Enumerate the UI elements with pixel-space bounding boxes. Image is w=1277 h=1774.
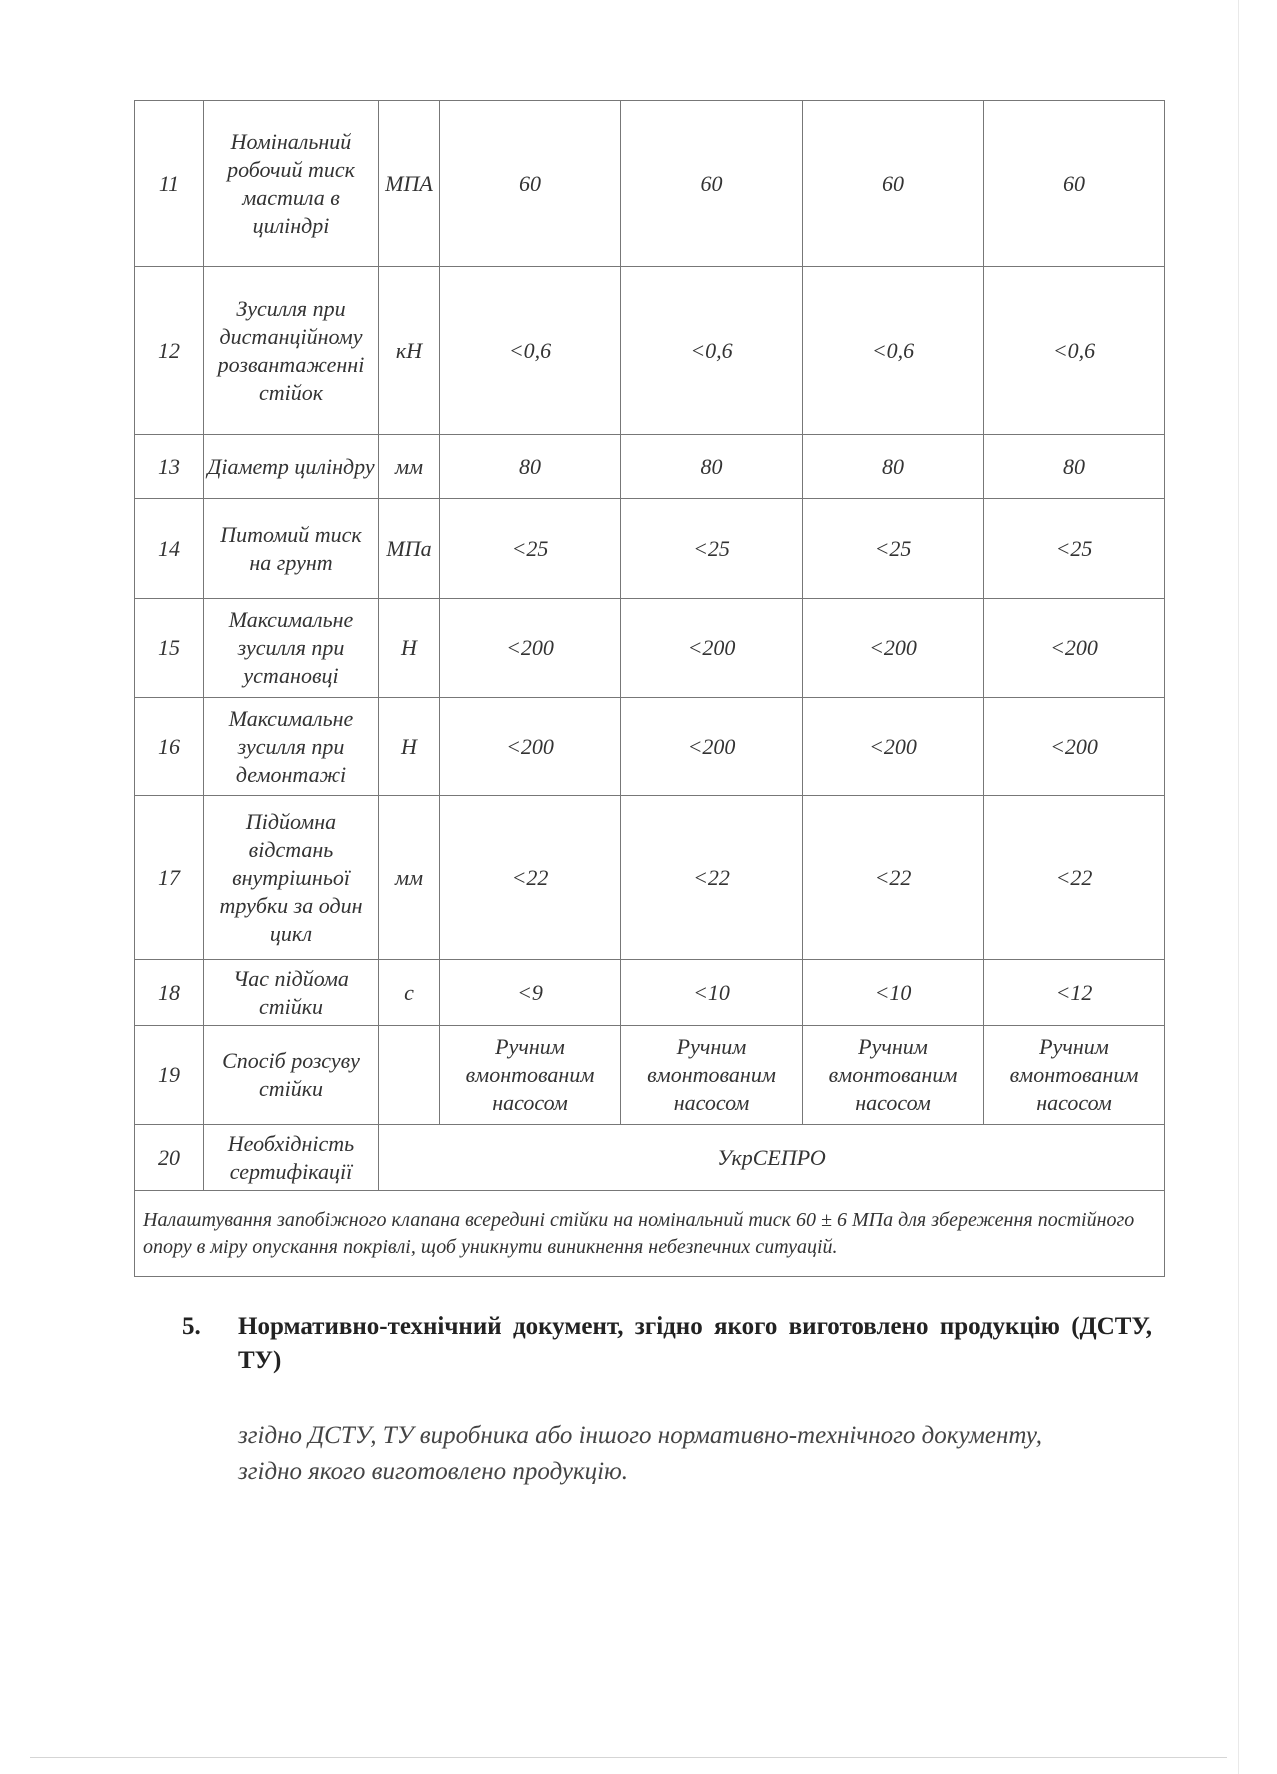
parameter-name: Діаметр циліндру <box>204 435 379 499</box>
value-cell: <0,6 <box>621 267 803 435</box>
row-number: 15 <box>135 599 204 698</box>
unit-cell: МПА <box>379 101 440 267</box>
unit-cell: с <box>379 960 440 1026</box>
unit-cell: мм <box>379 435 440 499</box>
value-cell: <22 <box>984 796 1165 960</box>
table-note-row <box>135 1191 1165 1277</box>
value-cell: <25 <box>440 499 621 599</box>
section-number: 5. <box>182 1313 201 1340</box>
row-number: 18 <box>135 960 204 1026</box>
value-cell: <22 <box>621 796 803 960</box>
section-title: Нормативно-технічний документ, згідно якого виготовлено продукцію (ДСТУ, ТУ) <box>238 1313 1152 1374</box>
value-cell: <200 <box>621 599 803 698</box>
parameter-name: Питомий тиск на грунт <box>204 499 379 599</box>
scan-page-edge <box>1238 0 1239 1774</box>
section-5 <box>182 1310 1152 1490</box>
table-row-12 <box>135 267 1165 435</box>
value-cell: <200 <box>440 698 621 796</box>
value-cell: 80 <box>984 435 1165 499</box>
unit-cell: Н <box>379 599 440 698</box>
value-cell: 60 <box>621 101 803 267</box>
value-cell: <200 <box>803 599 984 698</box>
table-row-11 <box>135 101 1165 267</box>
value-cell: <0,6 <box>984 267 1165 435</box>
table-row-17 <box>135 796 1165 960</box>
table-row-20 <box>135 1125 1165 1191</box>
unit-cell: кН <box>379 267 440 435</box>
value-cell: Ручним вмонтованим насосом <box>440 1026 621 1125</box>
specification-table <box>134 100 1165 1277</box>
table-row-18 <box>135 960 1165 1026</box>
table-row-16 <box>135 698 1165 796</box>
value-cell: <22 <box>440 796 621 960</box>
unit-cell <box>379 1026 440 1125</box>
parameter-name: Підйомна відстань внутрішньої трубки за один цикл <box>204 796 379 960</box>
value-cell: 60 <box>984 101 1165 267</box>
value-cell: 60 <box>803 101 984 267</box>
value-cell: <22 <box>803 796 984 960</box>
value-cell: <9 <box>440 960 621 1026</box>
section-heading <box>182 1310 1152 1378</box>
value-cell: <200 <box>440 599 621 698</box>
row-number: 19 <box>135 1026 204 1125</box>
parameter-name: Максимальне зусилля при установці <box>204 599 379 698</box>
value-cell: <25 <box>621 499 803 599</box>
value-cell: <200 <box>803 698 984 796</box>
parameter-name: Максимальне зусилля при демонтажі <box>204 698 379 796</box>
value-cell: Ручним вмонтованим насосом <box>803 1026 984 1125</box>
table-row-19 <box>135 1026 1165 1125</box>
value-cell: 80 <box>621 435 803 499</box>
value-cell: <25 <box>984 499 1165 599</box>
value-cell: Ручним вмонтованим насосом <box>984 1026 1165 1125</box>
unit-cell: Н <box>379 698 440 796</box>
parameter-name: Необхідність сертифікації <box>204 1125 379 1191</box>
unit-cell: МПа <box>379 499 440 599</box>
parameter-name: Зусилля при дистанційному розвантаженні стійок <box>204 267 379 435</box>
parameter-name: Спосіб розсуву стійки <box>204 1026 379 1125</box>
row-number: 13 <box>135 435 204 499</box>
row-number: 14 <box>135 499 204 599</box>
row-number: 17 <box>135 796 204 960</box>
section-body: згідно ДСТУ, ТУ виробника або іншого нормативно-технічного документу, згідно якого виготовлено продукцію. <box>238 1422 1042 1485</box>
row-number: 11 <box>135 101 204 267</box>
table-row-14 <box>135 499 1165 599</box>
table-row-13 <box>135 435 1165 499</box>
value-cell: <200 <box>984 599 1165 698</box>
value-cell: 80 <box>440 435 621 499</box>
value-cell: <200 <box>621 698 803 796</box>
value-cell: Ручним вмонтованим насосом <box>621 1026 803 1125</box>
unit-cell: мм <box>379 796 440 960</box>
certification-value: УкрСЕПРО <box>379 1125 1165 1191</box>
value-cell: <200 <box>984 698 1165 796</box>
row-number: 20 <box>135 1125 204 1191</box>
value-cell: <10 <box>621 960 803 1026</box>
value-cell: <0,6 <box>440 267 621 435</box>
value-cell: 80 <box>803 435 984 499</box>
parameter-name: Час підйома стійки <box>204 960 379 1026</box>
table-note: Налаштування запобіжного клапана всередині стійки на номінальний тиск 60 ± 6 МПа для збереження постійного опору в міру опускання покрівлі, щоб уникнути виникнення небезпечних ситуацій. <box>135 1191 1165 1277</box>
value-cell: 60 <box>440 101 621 267</box>
scan-bottom-line <box>30 1757 1227 1758</box>
value-cell: <12 <box>984 960 1165 1026</box>
value-cell: <0,6 <box>803 267 984 435</box>
row-number: 16 <box>135 698 204 796</box>
row-number: 12 <box>135 267 204 435</box>
table-row-15 <box>135 599 1165 698</box>
parameter-name: Номінальний робочий тиск мастила в циліндрі <box>204 101 379 267</box>
value-cell: <10 <box>803 960 984 1026</box>
value-cell: <25 <box>803 499 984 599</box>
